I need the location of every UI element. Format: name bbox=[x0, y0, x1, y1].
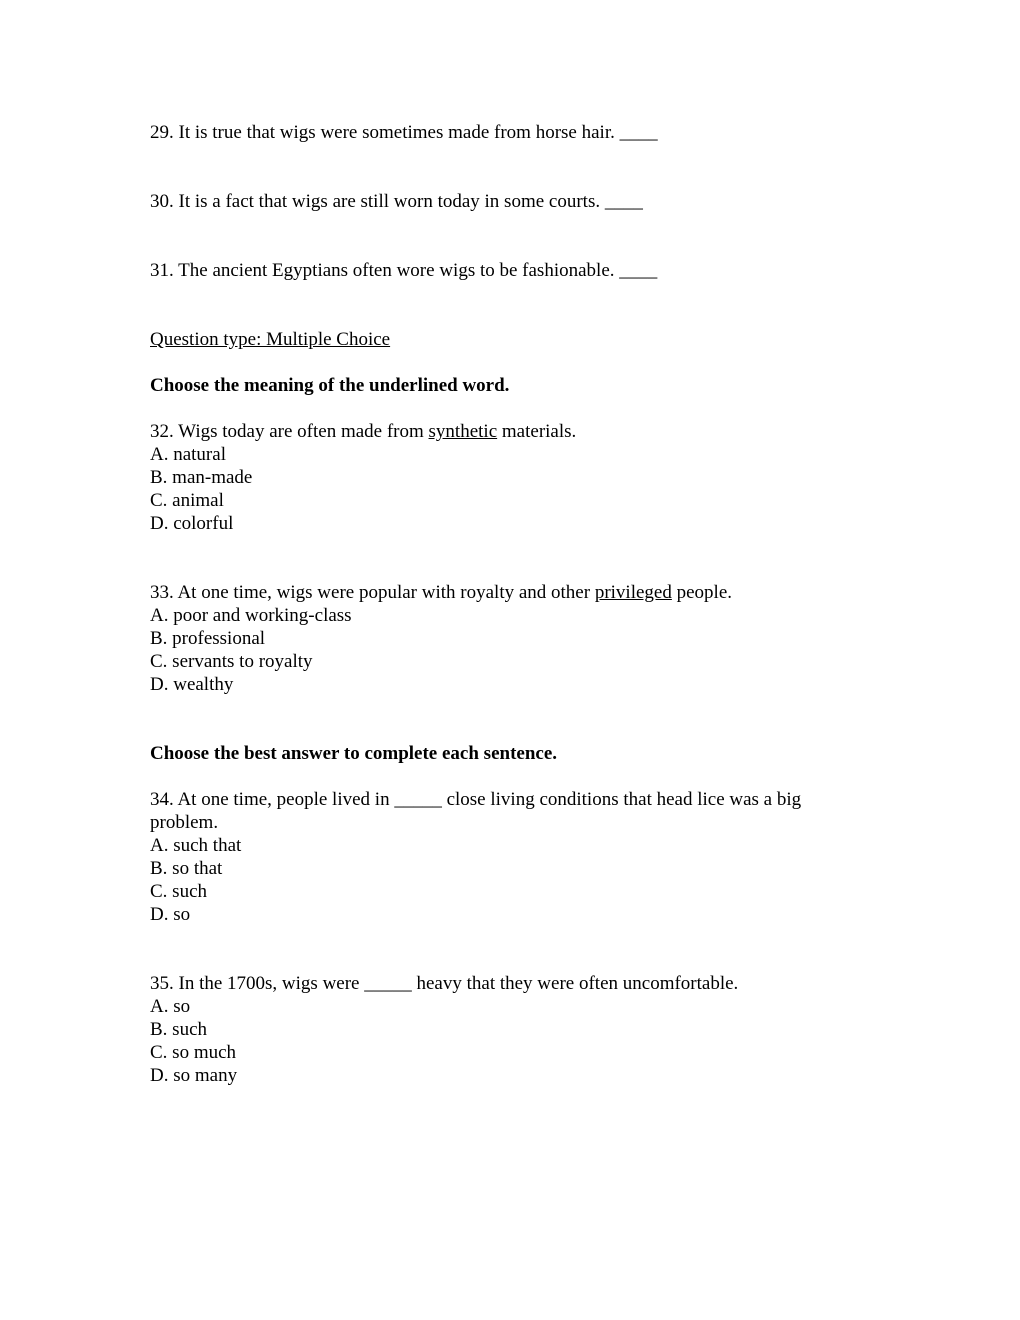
question-32-stem bbox=[150, 420, 576, 443]
question-34-option-a: A. such that bbox=[150, 835, 242, 856]
question-34-option-c: C. such bbox=[150, 881, 207, 902]
question-30: 30. It is a fact that wigs are still worn today in some courts. ____ bbox=[150, 191, 643, 212]
question-33-stem bbox=[150, 581, 732, 604]
question-32-option-b: B. man-made bbox=[150, 467, 253, 488]
question-33-option-a: A. poor and working-class bbox=[150, 605, 352, 626]
question-34-option-b: B. so that bbox=[150, 858, 223, 879]
question-33-before: 33. At one time, wigs were popular with royalty and other bbox=[150, 582, 595, 603]
question-35-stem: 35. In the 1700s, wigs were _____ heavy that they were often uncomfortable. bbox=[150, 973, 739, 994]
instruction-complete: Choose the best answer to complete each sentence. bbox=[150, 743, 558, 764]
question-32-option-d: D. colorful bbox=[150, 513, 234, 534]
question-34-stem-line1: 34. At one time, people lived in _____ close living conditions that head lice was a big bbox=[150, 789, 802, 810]
question-33-option-b: B. professional bbox=[150, 628, 266, 649]
question-32-before: 32. Wigs today are often made from bbox=[150, 421, 429, 442]
question-35-option-c: C. so much bbox=[150, 1042, 237, 1063]
question-29: 29. It is true that wigs were sometimes made from horse hair. ____ bbox=[150, 122, 658, 143]
question-35-option-a: A. so bbox=[150, 996, 191, 1017]
question-32-option-c: C. animal bbox=[150, 490, 224, 511]
question-type-label: Question type: Multiple Choice bbox=[150, 329, 391, 350]
question-33-option-d: D. wealthy bbox=[150, 674, 234, 695]
question-33-after: people. bbox=[671, 582, 733, 603]
question-34-option-d: D. so bbox=[150, 904, 191, 925]
question-33-underlined-word: privileged bbox=[594, 582, 672, 603]
instruction-meaning: Choose the meaning of the underlined word. bbox=[150, 375, 510, 396]
question-33-option-c: C. servants to royalty bbox=[150, 651, 313, 672]
question-35-option-d: D. so many bbox=[150, 1065, 238, 1086]
question-34-stem-line2: problem. bbox=[150, 812, 219, 833]
question-35-option-b: B. such bbox=[150, 1019, 207, 1040]
question-32-after: materials. bbox=[497, 421, 577, 442]
question-31: 31. The ancient Egyptians often wore wigs to be fashionable. ____ bbox=[150, 260, 658, 281]
question-32-option-a: A. natural bbox=[150, 444, 226, 465]
question-32-underlined-word: synthetic bbox=[428, 421, 498, 442]
